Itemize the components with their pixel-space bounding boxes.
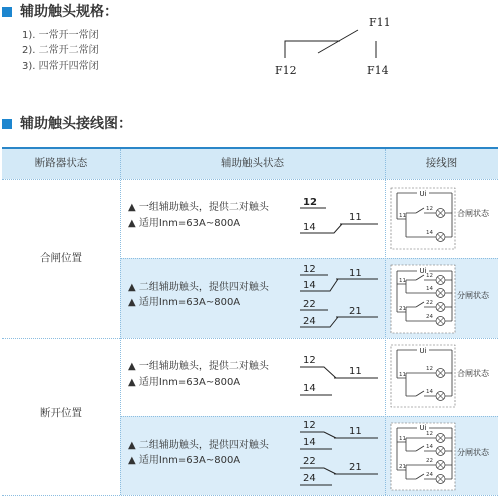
terminal-label-12: 12 xyxy=(426,366,433,372)
contact-label-14: 14 xyxy=(303,222,316,233)
voltage-label: Ui xyxy=(419,267,427,275)
contact-label-24: 24 xyxy=(303,316,316,327)
contact-label-11: 11 xyxy=(349,426,362,437)
wiring-frame xyxy=(391,423,455,490)
row-description: ▲ 一组辅助触头，提供二对触头 xyxy=(128,361,269,372)
voltage-label: Ui xyxy=(419,190,427,198)
terminal-label-24: 24 xyxy=(426,472,433,478)
row-rating: ▲ 适用Inm=63A~800A xyxy=(128,218,241,229)
table-divider xyxy=(120,149,121,495)
contact-label-12: 12 xyxy=(303,197,317,208)
breaker-state-open: 断开位置 xyxy=(40,407,82,419)
lamp-icon xyxy=(436,475,445,484)
terminal-label-12: 12 xyxy=(426,273,433,279)
spec-item: 3). 四常开四常闭 xyxy=(22,61,99,72)
section-marker-icon xyxy=(2,7,12,17)
terminal-label-21: 21 xyxy=(399,464,406,470)
table-divider xyxy=(2,495,498,496)
terminal-label-12: 12 xyxy=(426,206,433,212)
section-marker-icon xyxy=(2,119,12,129)
status-label: 合闸状态 xyxy=(457,209,489,218)
row-description: ▲ 二组辅助触头，提供四对触头 xyxy=(128,440,269,451)
lamp-icon xyxy=(436,209,445,218)
contact-diagram xyxy=(292,338,384,416)
lamp-icon xyxy=(436,434,445,443)
terminal-label-f14: F14 xyxy=(367,64,389,77)
wiring-heading: 辅助触头接线图： xyxy=(20,116,132,132)
status-label: 分闸状态 xyxy=(457,291,489,300)
contact-label-11: 11 xyxy=(349,268,362,279)
contact-label-12: 12 xyxy=(303,264,316,275)
terminal-label-12: 12 xyxy=(426,431,433,437)
voltage-label: Ui xyxy=(419,424,427,432)
terminal-label-14: 14 xyxy=(426,444,433,450)
contact-label-22: 22 xyxy=(303,456,316,467)
lamp-icon xyxy=(436,289,445,298)
wiring-diagram xyxy=(386,179,498,258)
contact-label-14: 14 xyxy=(303,437,316,448)
header-contact-state: 辅助触头状态 xyxy=(221,157,284,169)
terminal-label-22: 22 xyxy=(426,300,433,306)
terminal-label-14: 14 xyxy=(426,230,433,236)
terminal-label-f11: F11 xyxy=(369,16,391,29)
terminal-label-14: 14 xyxy=(426,286,433,292)
wiring-diagram xyxy=(386,258,498,338)
terminal-label-11: 11 xyxy=(399,372,406,378)
terminal-label-11: 11 xyxy=(399,436,406,442)
contact-label-14: 14 xyxy=(303,383,316,394)
row-rating: ▲ 适用Inm=63A~800A xyxy=(128,377,241,388)
breaker-state-closed: 合闸位置 xyxy=(40,252,82,264)
status-label: 合闸状态 xyxy=(457,369,489,378)
header-breaker-state: 断路器状态 xyxy=(34,157,88,169)
contact-diagram xyxy=(292,258,384,338)
contact-label-11: 11 xyxy=(349,212,362,223)
contact-label-14: 14 xyxy=(303,280,316,291)
status-label: 分闸状态 xyxy=(457,448,489,457)
contact-label-21: 21 xyxy=(349,462,362,473)
spec-heading: 辅助触头规格： xyxy=(20,4,118,20)
row-rating: ▲ 适用Inm=63A~800A xyxy=(128,455,241,466)
contact-diagram xyxy=(292,179,384,258)
spec-item: 1). 一常开一常闭 xyxy=(22,30,99,41)
row-description: ▲ 二组辅助触头，提供四对触头 xyxy=(128,282,269,293)
terminal-label-11: 11 xyxy=(399,278,406,284)
wiring-diagram xyxy=(386,416,498,495)
terminal-label-11: 11 xyxy=(399,213,406,219)
contact-label-11: 11 xyxy=(349,366,362,377)
lamp-icon xyxy=(436,461,445,470)
terminal-label-22: 22 xyxy=(426,458,433,464)
row-description: ▲ 一组辅助触头，提供二对触头 xyxy=(128,202,269,213)
lamp-icon xyxy=(436,369,445,378)
contact-line-f12 xyxy=(285,41,340,58)
spec-item: 2). 二常开二常闭 xyxy=(22,45,99,56)
contact-diagram xyxy=(292,416,384,495)
wiring-diagram xyxy=(386,338,498,416)
header-wiring-diagram: 接线图 xyxy=(425,157,458,169)
terminal-label-f12: F12 xyxy=(275,64,297,77)
lamp-icon xyxy=(436,276,445,285)
contact-line-12 xyxy=(300,367,336,378)
contact-label-24: 24 xyxy=(303,473,316,484)
lamp-icon xyxy=(436,303,445,312)
contact-label-22: 22 xyxy=(303,299,316,310)
lamp-icon xyxy=(436,317,445,326)
terminal-label-24: 24 xyxy=(426,314,433,320)
contact-label-12: 12 xyxy=(303,420,316,431)
lamp-icon xyxy=(436,233,445,242)
lamp-icon xyxy=(436,392,445,401)
contact-symbol-diagram xyxy=(260,10,400,80)
row-rating: ▲ 适用Inm=63A~800A xyxy=(128,297,241,308)
lamp-icon xyxy=(436,447,445,456)
contact-label-12: 12 xyxy=(303,355,316,366)
voltage-label: Ui xyxy=(419,347,427,355)
terminal-label-21: 21 xyxy=(399,306,406,312)
contact-label-21: 21 xyxy=(349,306,362,317)
terminal-label-14: 14 xyxy=(426,389,433,395)
